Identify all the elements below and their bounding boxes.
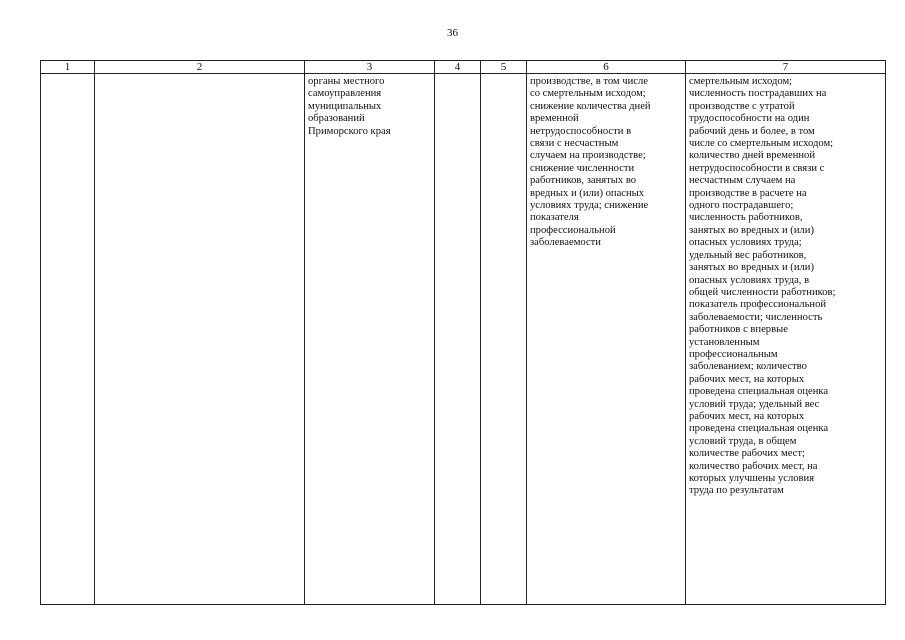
table-header <box>41 61 886 74</box>
cell-col-7 <box>686 74 886 605</box>
page-number: 36 <box>447 27 458 39</box>
cell-col-6 <box>527 74 686 605</box>
expected-results-text: производстве, в том числе со смертельным исходом; снижение количества дней временной нетрудоспособности в связи с несчастным случаем на производстве; снижение численности работников, занятых во вредных и (или) опасных условиях труда; снижение показателя профессиональной заболеваемости <box>530 76 651 249</box>
program-table <box>40 60 886 605</box>
cell-col-2 <box>95 74 305 605</box>
header-col-1: 1 <box>41 61 95 74</box>
header-col-3: 3 <box>305 61 435 74</box>
header-col-7: 7 <box>686 61 886 74</box>
header-col-5: 5 <box>481 61 527 74</box>
cell-col-3 <box>305 74 435 605</box>
header-col-2: 2 <box>95 61 305 74</box>
table-body <box>41 74 886 605</box>
header-col-6: 6 <box>527 61 686 74</box>
header-col-4: 4 <box>435 61 481 74</box>
indicators-text: смертельным исходом; численность пострадавших на производстве с утратой трудоспособности на один рабочий день и более, в том числе со смертельным исходом; количество дней временной нетрудоспособности в связи с несчастным случаем на производстве в расчете на одного пострадавшего; численность работников, занятых во вредных и (или) опасных условиях труда; удельный вес работников, занятых во вредных и (или) опасных условиях труда, в общей численности работников; показатель профессиональной заболеваемости; численность работников с впервые установленным профессиональным заболеванием; количество рабочих мест, на которых проведена специальная оценка условий труда; удельный вес рабочих мест, на которых проведена специальная оценка условий труда, в общем количестве рабочих мест; количество рабочих мест, на которых улучшены условия труда по результатам <box>689 76 836 497</box>
cell-col-1 <box>41 74 95 605</box>
header-row <box>41 61 886 74</box>
cell-col-5 <box>481 74 527 605</box>
table-row <box>41 74 886 605</box>
cell-col-4 <box>435 74 481 605</box>
responsible-bodies-text: органы местного самоуправления муниципальных образований Приморского края <box>308 76 391 137</box>
